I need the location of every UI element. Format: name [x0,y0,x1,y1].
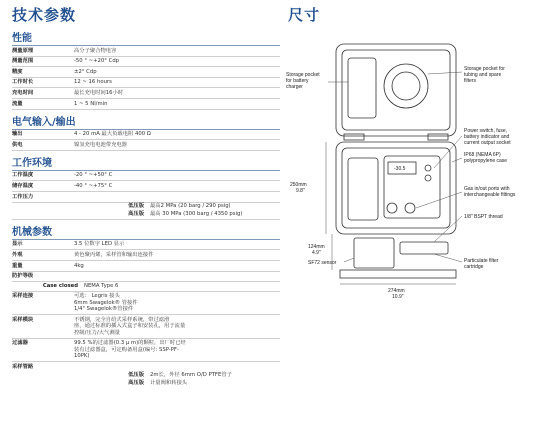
section-mechanical: 机械参数 [12,222,280,240]
sensor-housing [354,238,394,268]
spec-key: 储存温度 [12,182,34,189]
label-bspt: 1/8" BSPT thread [464,214,503,220]
case-closed-value: NEMA Type 6 [84,282,119,289]
pipe-sub-rows [12,372,280,387]
base-footprint [340,270,456,278]
spec-value: 4kg [74,262,84,269]
dim-depth-mm: 124mm [308,244,325,250]
filter-row [12,339,280,362]
spec-key: 低压版 [128,203,144,210]
spec-row [12,99,280,110]
label-sensor: SF72 sensor [308,260,337,266]
spec-value: 最高2 MPa (20 barg / 290 psig) [150,203,231,210]
spec-row [12,250,280,261]
gas-port-out [405,203,415,213]
spec-value: -20 ° ~+50° C [74,172,113,179]
label-storage-tubing-3: filters [464,78,476,84]
spec-row [12,67,280,78]
label-gas-ports-2: interchangeable fittings [464,192,516,198]
connector-line: 1/4" Swagelok®管接件 [74,306,134,313]
spec-row [12,140,280,151]
spec-row [12,203,280,211]
spec-key: 显示 [12,241,23,248]
dim-depth-in: 4.9" [312,250,321,256]
spec-value: 计量阀和转接头 [150,379,188,386]
filter-value [74,340,280,359]
section-performance: 性能 [12,28,280,46]
page-title-left: 技术参数 [12,6,77,24]
label-gas-ports-1: Gas in/out ports with [464,186,510,192]
spec-key: 高压版 [128,379,144,386]
case-closed-row [12,282,280,292]
filter-line: 装有过滤器盒，可定购备用盒(编号: SSP-PF- [74,346,179,353]
spec-row [12,272,280,283]
dim-width-in: 10.9" [392,294,404,300]
spec-key: 工作时长 [12,79,34,86]
spec-row [12,192,280,203]
page-title-right: 尺寸 [288,6,321,24]
filter-line: 99.5 %的过滤器(0.3 μ m)的颗粒，出厂时已经 [74,340,186,347]
connector-value [74,293,280,312]
battery-compartment [348,158,378,220]
spec-key: 高压版 [128,210,144,217]
environment-rows [12,171,280,203]
label-ip-rating-2: polypropylene case [464,158,508,164]
case-closed-key: Case closed [42,282,78,289]
spec-value: 2m长，外径 6mm O/D PTFE管子 [150,372,232,379]
performance-rows [12,46,280,110]
label-power-3: current output socket [464,140,511,146]
spec-row [12,261,280,272]
spec-value: 4 - 20 mA 最大负载电阻 400 Ω [74,131,151,138]
spec-row [12,181,280,192]
display-readout: -30.5 [394,166,406,172]
spec-value: 最长充电时间16小时 [74,89,124,96]
spec-table [12,26,280,387]
spec-value: 高分子聚合物电容 [74,47,117,54]
tubing-coil [384,64,428,108]
spec-row [12,372,280,380]
module-value [74,317,280,336]
spec-key: 工作温度 [12,172,34,179]
connector-row [12,292,280,315]
filter-key: 过滤器 [12,340,28,347]
spec-value: ±2° Cdp [74,68,97,75]
spec-key: 重量 [12,262,23,269]
spec-value: 最高 30 MPa (300 barg / 4350 psig) [150,210,243,217]
label-storage-tubing-2: tubing and spare [464,72,502,78]
output-socket [425,175,431,181]
case-base-inner [342,148,450,228]
charger-pocket [348,58,376,118]
spec-key: 防护等级 [12,273,34,280]
section-electrical: 电气输入/输出 [12,112,280,130]
spec-value: 黄色聚丙烯，采样管和输出连接件 [74,251,154,258]
gas-port-in [387,203,397,213]
label-storage-tubing-1: Storage pocket for [464,66,505,72]
case-dimension-diagram [284,26,560,438]
spec-key: 外观 [12,251,23,258]
spec-row [12,88,280,99]
module-line: 控制/压力/大气测量 [74,329,120,336]
mechanical-rows [12,240,280,282]
spec-value [74,273,280,279]
power-switch [425,165,431,171]
pipe-key: 采样管路 [12,363,34,370]
label-storage-charger-2: for battery [286,78,309,84]
tubing-coil-inner [392,72,420,100]
dim-width-mm: 274mm [388,288,405,294]
spec-key: 流量 [12,100,23,107]
label-storage-charger-1: Storage pocket [286,72,320,78]
label-particulate-1: Particulate filter [464,258,499,264]
spec-value: -50 ° ~+20° Cdp [74,58,120,65]
spec-row [12,240,280,251]
spec-value: 12 ~ 16 hours [74,79,112,86]
lid-latch-right [428,134,448,140]
spec-key: 测量原理 [12,47,34,54]
electrical-rows [12,130,280,151]
spec-row [12,46,280,57]
section-environment: 工作环境 [12,153,280,171]
spec-row [12,210,280,218]
label-power-2: battery indicator and [464,134,510,140]
spec-key: 工作压力 [12,193,34,200]
spec-key: 精度 [12,68,23,75]
module-key: 采样模块 [12,316,34,323]
connector-line: 6mm Swagelok® 管接件 [74,299,138,306]
label-storage-charger-3: charger [286,84,303,90]
spec-row [12,57,280,68]
pressure-rows [12,203,280,220]
connector-line: 可选： Legris 接头 [74,293,120,300]
spec-row [12,171,280,182]
spec-value: 1 ~ 5 Nl/min [74,100,108,107]
module-line: 不锈钢，完全自给式采样系统，带过滤滑 [74,316,170,323]
spec-value: 3.5 位数字 LED 显示 [74,241,125,248]
connector-key: 采样连接 [12,293,34,300]
spec-row [12,130,280,141]
filter-line: 10PK) [74,352,90,359]
spec-key: 低压版 [128,372,144,379]
spec-value: 镍氢充电电池带充电器 [74,141,127,148]
spec-row [12,379,280,387]
label-power-1: Power switch, fuse, [464,128,508,134]
pipe-row [12,362,280,372]
spec-key: 供电 [12,141,23,148]
label-ip-rating-1: IP68 (NEMA 6P) [464,152,501,158]
filter-cartridge [400,242,448,254]
dim-height-mm: 250mm [290,182,307,188]
module-line: 座，通过标准的插入式盒子和安装孔，用于流量 [74,323,186,330]
spec-key: 测量范围 [12,58,34,65]
label-particulate-2: cartridge [464,264,484,270]
spec-value: -40 ° ~+75° C [74,182,113,189]
lid-latch-left [344,134,364,140]
dim-height-in: 9.8" [296,188,305,194]
spec-key: 充电时间 [12,89,34,96]
spec-key: 输出 [12,131,23,138]
module-row [12,315,280,338]
pipe-value [74,364,280,370]
spec-row [12,78,280,89]
spec-value [74,194,280,200]
